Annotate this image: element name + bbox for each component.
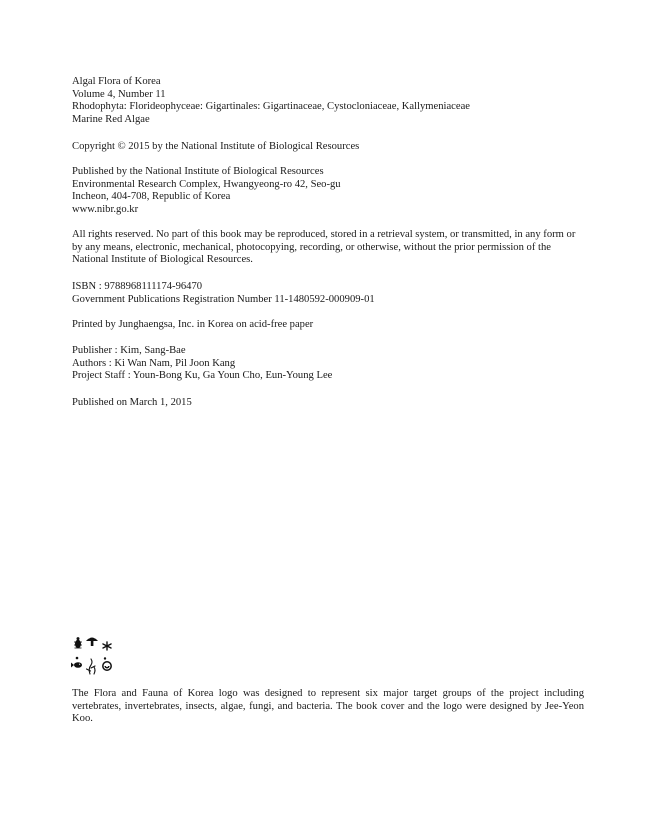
flora-fauna-logo-icon [71, 634, 115, 678]
date-block [72, 397, 587, 410]
taxonomy-line: Rhodophyta: Florideophyceae: Gigartinales: Gigartinaceae, Cystocloniaceae, Kallymeniaceae [72, 101, 470, 113]
subtitle: Marine Red Algae [72, 113, 150, 125]
publisher-address-line-2: Incheon, 404-708, Republic of Korea [72, 191, 231, 203]
rights-notice: All rights reserved. No part of this book may be reproduced, stored in a retrieval system, or transmitted, in any form or by any means, electronic, mechanical, photocopying, recording, or otherwise, without the prior permission of the National Institute of Biological Resources. [72, 229, 576, 266]
copyright-block [72, 141, 587, 154]
isbn: ISBN : 9788968111174-96470 [72, 281, 203, 292]
insect-icon [74, 637, 82, 648]
fungi-icon [86, 637, 98, 646]
publication-date: Published on March 1, 2015 [72, 397, 192, 408]
registration-number: Government Publications Registration Number 11-1480592-000909-01 [72, 293, 375, 305]
vertebrate-icon [71, 657, 82, 668]
authors: Authors : Ki Wan Nam, Pil Joon Kang [72, 357, 236, 369]
printed-block [72, 319, 587, 332]
rights-block [72, 229, 587, 267]
publisher-address-line-1: Environmental Research Complex, Hwangyeong-ro 42, Seo-gu [72, 178, 341, 190]
printer-info: Printed by Junghaengsa, Inc. in Korea on acid-free paper [72, 319, 314, 330]
project-staff: Project Staff : Youn-Bong Ku, Ga Youn Cho, Eun-Young Lee [72, 370, 333, 382]
publisher-block [72, 166, 587, 216]
logo-description: The Flora and Fauna of Korea logo was designed to represent six major target groups of the project including vertebrates, invertebrates, insects, algae, fungi, and bacteria. The book cover and the logo were designed by Jee-Yeon Koo. [72, 688, 584, 725]
volume-number: Volume 4, Number 11 [72, 88, 166, 100]
logo-note-block [72, 688, 584, 726]
algae-icon [87, 659, 96, 674]
publisher-name: Published by the National Institute of Biological Resources [72, 166, 324, 177]
starfish-icon [103, 642, 111, 650]
title-block [72, 76, 587, 126]
copyright-notice: Copyright © 2015 by the National Institute of Biological Resources [72, 141, 360, 152]
publisher-website: www.nibr.go.kr [72, 203, 139, 215]
series-title: Algal Flora of Korea [72, 76, 161, 87]
isbn-block [72, 281, 587, 306]
publisher-person: Publisher : Kim, Sang-Bae [72, 345, 186, 356]
staff-block [72, 345, 587, 383]
bacteria-icon [103, 657, 111, 670]
